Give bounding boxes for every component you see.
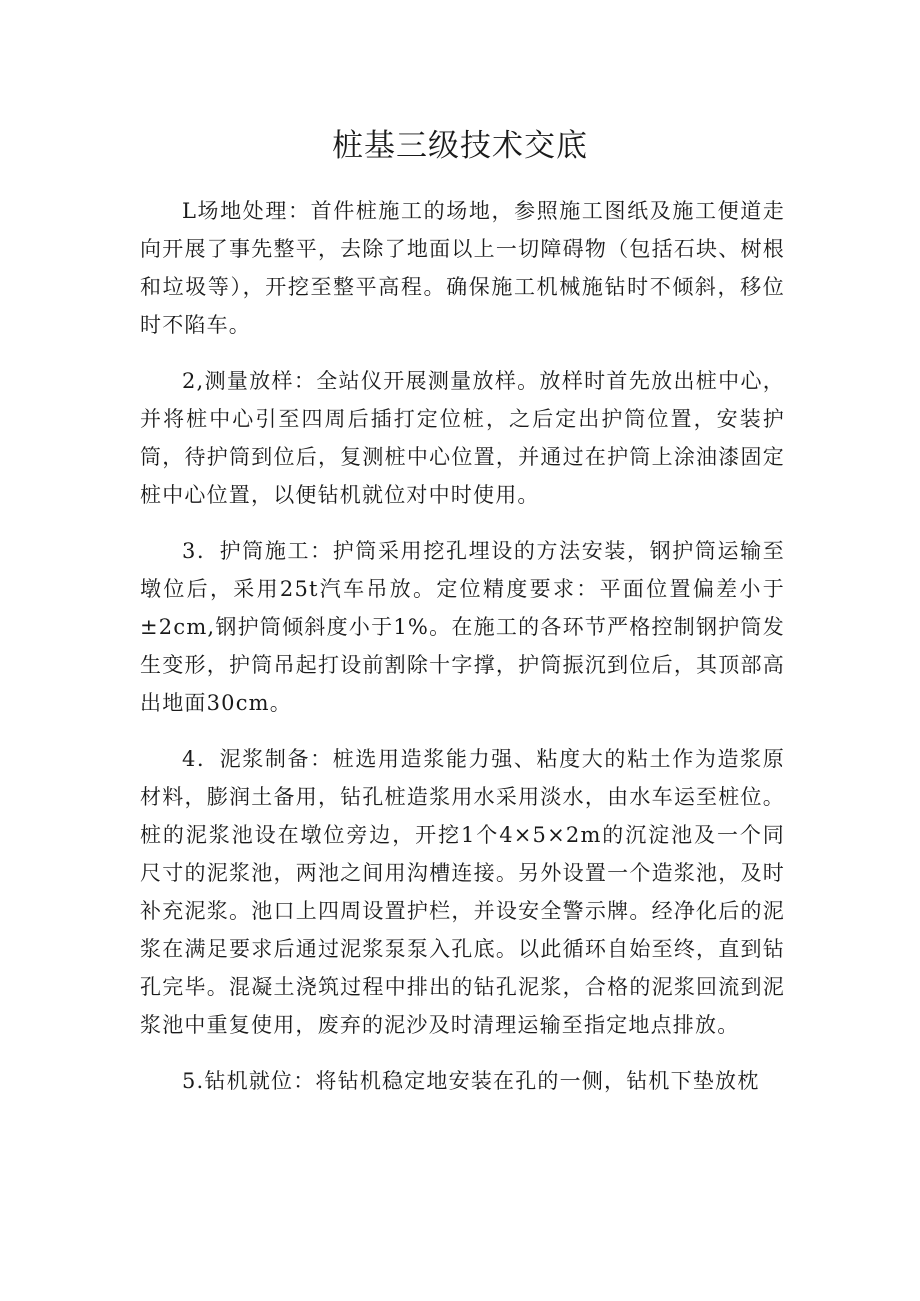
page-title: 桩基三级技术交底 bbox=[332, 128, 588, 164]
paragraph-casing-construction: 3．护筒施工：护筒采用挖孔埋设的方法安装，钢护筒运输至墩位后，采用25t汽车吊放。定位精度要求：平面位置偏差小于±2cm,钢护筒倾斜度小于1%。在施工的各环节严格控制钢护筒发生变形，护筒吊起打设前割除十字撑，护筒振沉到位后，其顶部高出地面30cm。 bbox=[140, 539, 785, 715]
paragraph-site-preparation: L场地处理：首件桩施工的场地，参照施工图纸及施工便道走向开展了事先整平，去除了地面以上一切障碍物（包括石块、树根和垃圾等），开挖至整平高程。确保施工机械施钻时不倾斜，移位时不陷车。 bbox=[140, 199, 785, 337]
document-body bbox=[140, 192, 785, 1118]
paragraph-slurry-preparation: 4．泥浆制备：桩选用造浆能力强、粘度大的粘土作为造浆原材料，膨润土备用，钻孔桩造浆用水采用淡水，由水车运至桩位。桩的泥浆池设在墩位旁边，开挖1个4×5×2m的沉淀池及一个同尺寸的泥浆池，两池之间用沟槽连接。另外设置一个造浆池，及时补充泥浆。池口上四周设置护栏，并设安全警示牌。经净化后的泥浆在满足要求后通过泥浆泵泵入孔底。以此循环自始至终，直到钻孔完毕。混凝土浇筑过程中排出的钻孔泥浆，合格的泥浆回流到泥浆池中重复使用，废弃的泥沙及时清理运输至指定地点排放。 bbox=[140, 747, 785, 1037]
paragraph-survey-layout: 2,测量放样：全站仪开展测量放样。放样时首先放出桩中心，并将桩中心引至四周后插打定位桩，之后定出护筒位置，安装护筒，待护筒到位后，复测桩中心位置，并通过在护筒上涂油漆固定桩中心位置，以便钻机就位对中时使用。 bbox=[140, 369, 785, 507]
paragraph-drill-positioning: 5.钻机就位：将钻机稳定地安装在孔的一侧，钻机下垫放枕 bbox=[182, 1069, 760, 1093]
